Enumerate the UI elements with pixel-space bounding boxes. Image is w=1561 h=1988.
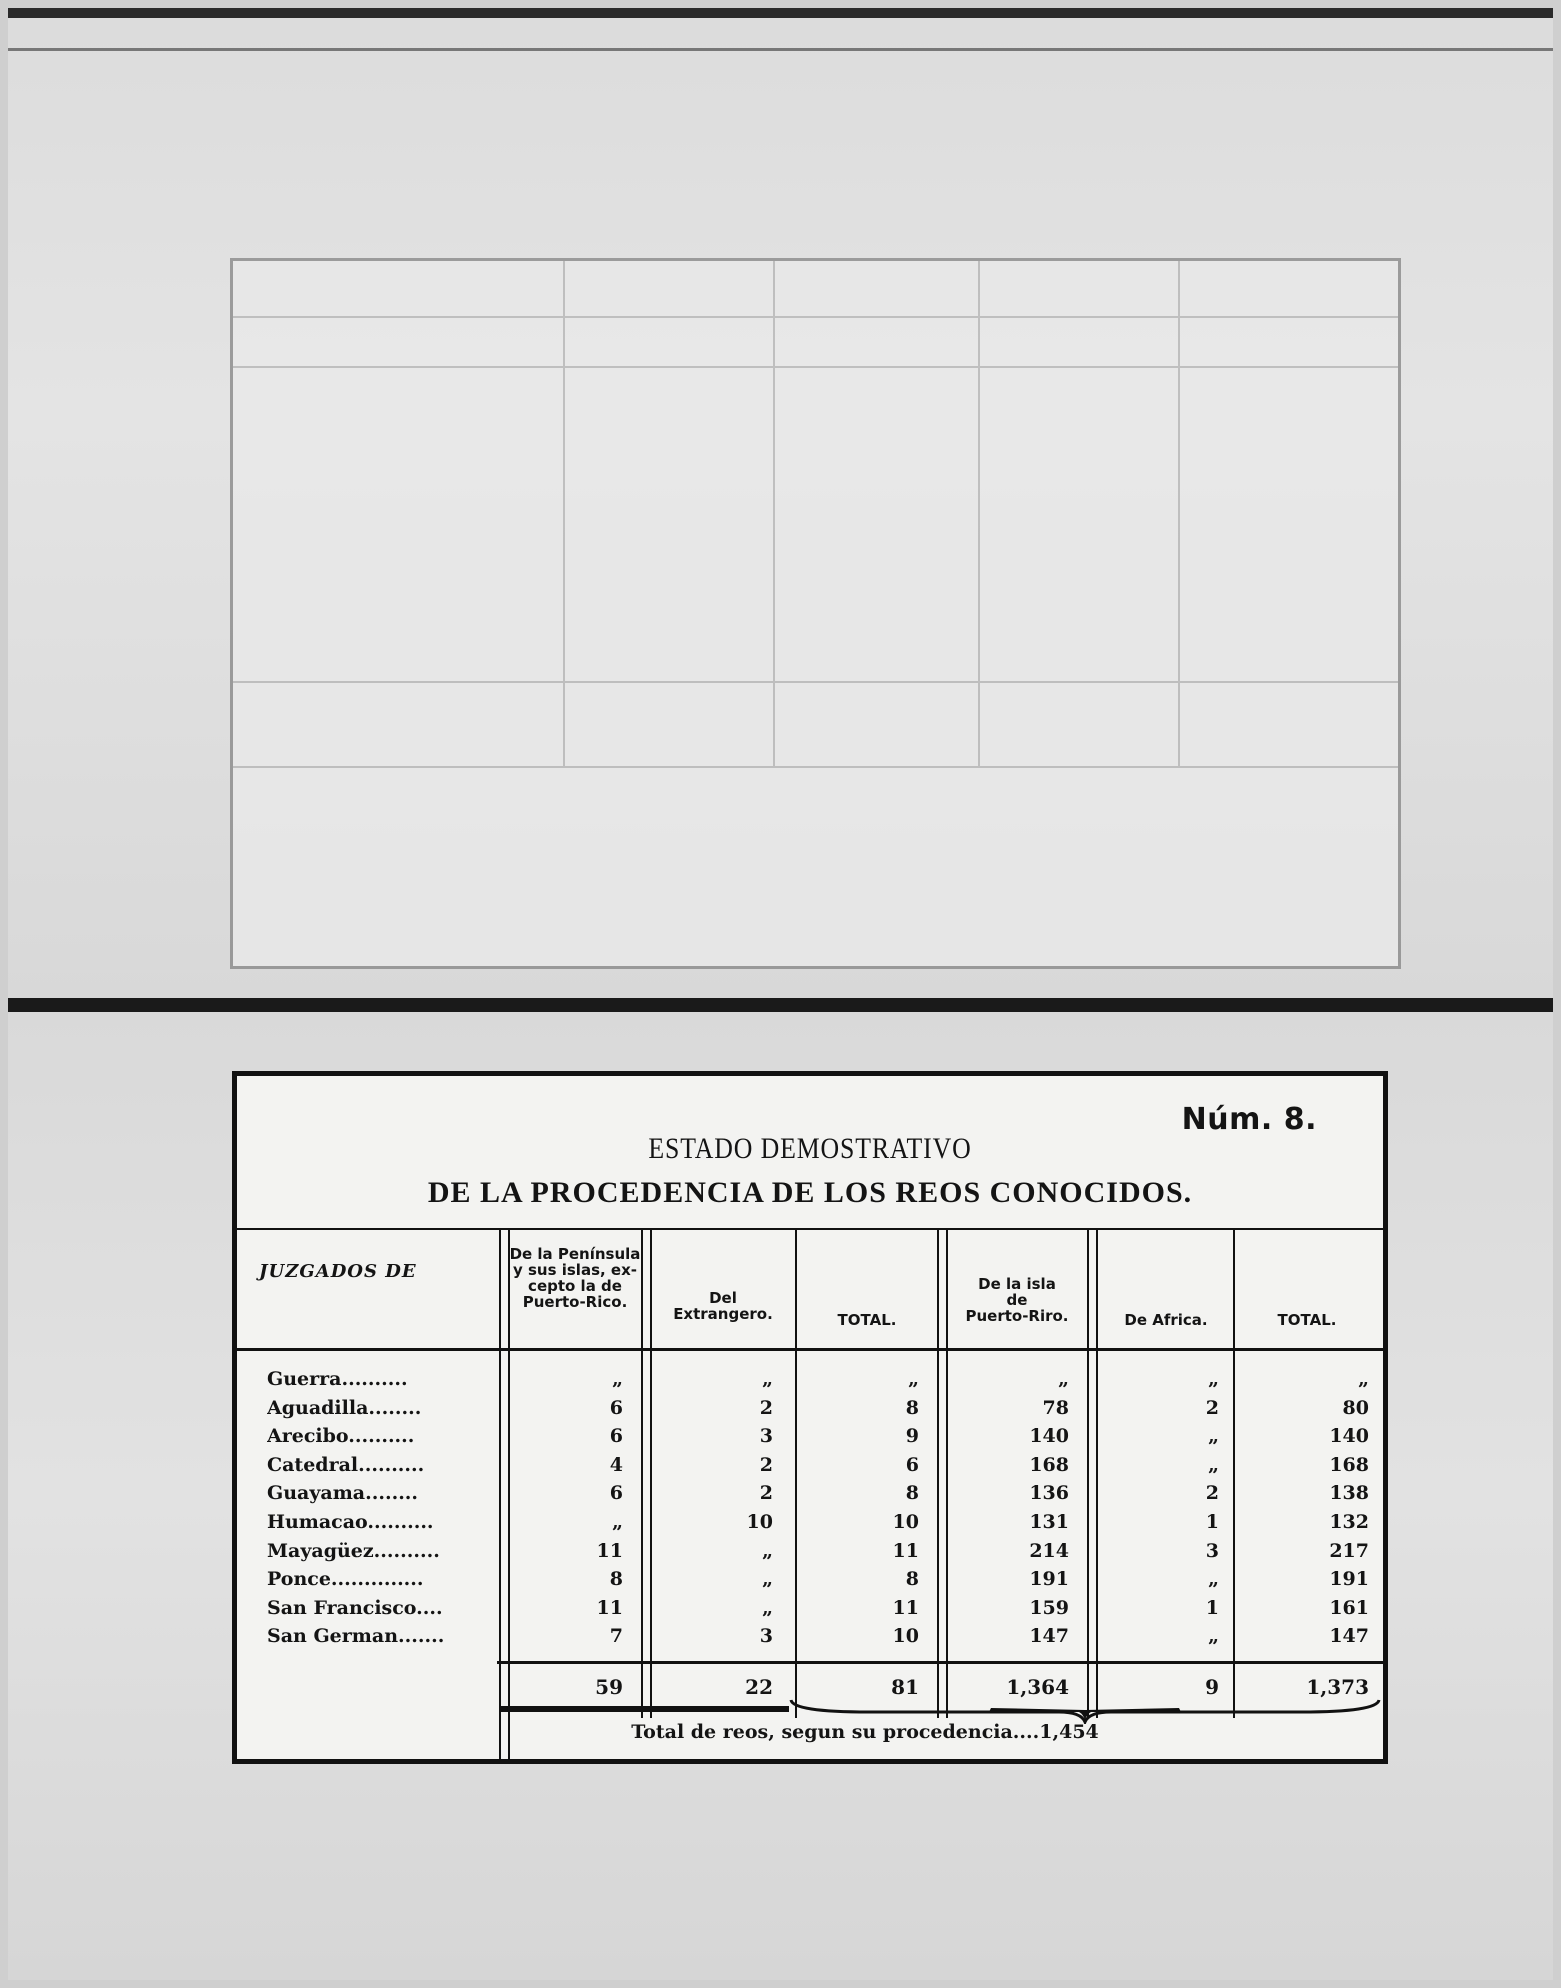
cell-isla: 131 <box>1029 1511 1069 1533</box>
cell-total1: 11 <box>892 1597 919 1619</box>
cell-isla: 147 <box>1029 1625 1069 1647</box>
col-divider-4 <box>1087 1228 1098 1718</box>
cell-peninsula: 8 <box>609 1568 623 1590</box>
cell-extrangero: 3 <box>759 1425 773 1447</box>
header-bottom-rule <box>237 1348 1383 1351</box>
cell-isla: „ <box>1058 1368 1069 1390</box>
row-label: Ponce.............. <box>267 1568 424 1590</box>
row-label: Arecibo.......... <box>267 1425 415 1447</box>
cell-africa: „ <box>1208 1454 1219 1476</box>
cell-total2: 80 <box>1342 1397 1369 1419</box>
row-label: Guerra.......... <box>267 1368 408 1390</box>
header-africa: De Africa. <box>1124 1311 1208 1329</box>
header-juzgados: JUZGADOS DE <box>259 1261 417 1282</box>
col-divider-2 <box>795 1228 797 1718</box>
table-subtitle: DE LA PROCEDENCIA DE LOS REOS CONOCIDOS. <box>427 1176 1193 1209</box>
row-label: Guayama........ <box>267 1482 419 1504</box>
cell-africa: „ <box>1208 1425 1219 1447</box>
cell-total2: „ <box>1358 1368 1369 1390</box>
cell-peninsula: 11 <box>596 1540 623 1562</box>
cell-peninsula: 6 <box>609 1425 623 1447</box>
cell-isla: 140 <box>1029 1425 1069 1447</box>
cell-extrangero: „ <box>762 1568 773 1590</box>
cell-peninsula: 4 <box>609 1454 623 1476</box>
cell-isla: 136 <box>1029 1482 1069 1504</box>
cell-extrangero: „ <box>762 1368 773 1390</box>
cell-africa: 3 <box>1205 1540 1219 1562</box>
cell-extrangero: 10 <box>746 1511 773 1533</box>
cell-total2: 217 <box>1329 1540 1369 1562</box>
row-label: San Francisco.... <box>267 1597 443 1619</box>
header-total-2: TOTAL. <box>1277 1311 1337 1329</box>
cell-total1: 6 <box>905 1454 919 1476</box>
grand-total: Total de reos, segun su procedencia....1,454 <box>631 1721 1099 1743</box>
cell-peninsula: 6 <box>609 1397 623 1419</box>
cell-total2: 138 <box>1329 1482 1369 1504</box>
row-label: Mayagüez.......... <box>267 1540 440 1562</box>
cell-extrangero: 2 <box>759 1454 773 1476</box>
header-top-rule <box>237 1228 1383 1230</box>
row-label: Humacao.......... <box>267 1511 434 1533</box>
cell-extrangero: „ <box>762 1597 773 1619</box>
cell-total2: 168 <box>1329 1454 1369 1476</box>
cell-isla: 191 <box>1029 1568 1069 1590</box>
total-total-1: 81 <box>891 1675 919 1699</box>
cell-peninsula: 11 <box>596 1597 623 1619</box>
cell-africa: 2 <box>1205 1397 1219 1419</box>
estado-table <box>232 1071 1388 1764</box>
table-title: ESTADO DEMOSTRATIVO <box>648 1132 972 1165</box>
cell-total1: 8 <box>905 1482 919 1504</box>
cell-total1: 10 <box>892 1511 919 1533</box>
cell-peninsula: 6 <box>609 1482 623 1504</box>
cell-peninsula: „ <box>612 1368 623 1390</box>
cell-isla: 78 <box>1042 1397 1069 1419</box>
cell-total1: 9 <box>905 1425 919 1447</box>
page-divider <box>8 998 1553 1012</box>
row-label: San German....... <box>267 1625 445 1647</box>
cell-africa: „ <box>1208 1625 1219 1647</box>
total-africa: 9 <box>1205 1675 1219 1699</box>
total-isla: 1,364 <box>1006 1675 1069 1699</box>
cell-total1: 11 <box>892 1540 919 1562</box>
mirrored-ghost-table <box>230 258 1401 969</box>
upper-page-bleed-through <box>8 8 1553 1008</box>
cell-isla: 159 <box>1029 1597 1069 1619</box>
cell-extrangero: 2 <box>759 1482 773 1504</box>
col-divider-5 <box>1233 1228 1235 1718</box>
header-peninsula: De la Península y sus islas, ex- cepto la de Puerto-Rico. <box>509 1245 641 1311</box>
cell-total1: 8 <box>905 1397 919 1419</box>
cell-extrangero: 2 <box>759 1397 773 1419</box>
cell-total2: 132 <box>1329 1511 1369 1533</box>
cell-total1: „ <box>908 1368 919 1390</box>
total-extrangero: 22 <box>745 1675 773 1699</box>
cell-isla: 168 <box>1029 1454 1069 1476</box>
total-total-2: 1,373 <box>1306 1675 1369 1699</box>
header-total-1: TOTAL. <box>837 1311 897 1329</box>
col-divider-3 <box>937 1228 948 1718</box>
cell-total1: 8 <box>905 1568 919 1590</box>
cell-africa: 1 <box>1205 1511 1219 1533</box>
top-rule <box>8 48 1553 51</box>
cell-africa: 1 <box>1205 1597 1219 1619</box>
cell-total2: 161 <box>1329 1597 1369 1619</box>
total-peninsula: 59 <box>595 1675 623 1699</box>
cell-extrangero: 3 <box>759 1625 773 1647</box>
row-label: Aguadilla........ <box>267 1397 422 1419</box>
cell-peninsula: „ <box>612 1511 623 1533</box>
cell-africa: „ <box>1208 1368 1219 1390</box>
table-number: Núm. 8. <box>1181 1102 1317 1137</box>
underline-bar <box>499 1706 789 1712</box>
cell-africa: 2 <box>1205 1482 1219 1504</box>
cell-total2: 191 <box>1329 1568 1369 1590</box>
header-extrangero: Del Extrangero. <box>673 1289 773 1323</box>
row-label: Catedral.......... <box>267 1454 425 1476</box>
cell-africa: „ <box>1208 1568 1219 1590</box>
cell-total1: 10 <box>892 1625 919 1647</box>
cell-isla: 214 <box>1029 1540 1069 1562</box>
cell-extrangero: „ <box>762 1540 773 1562</box>
cell-peninsula: 7 <box>609 1625 623 1647</box>
cell-total2: 140 <box>1329 1425 1369 1447</box>
cell-total2: 147 <box>1329 1625 1369 1647</box>
header-isla: De la isla de Puerto-Riro. <box>965 1275 1069 1325</box>
